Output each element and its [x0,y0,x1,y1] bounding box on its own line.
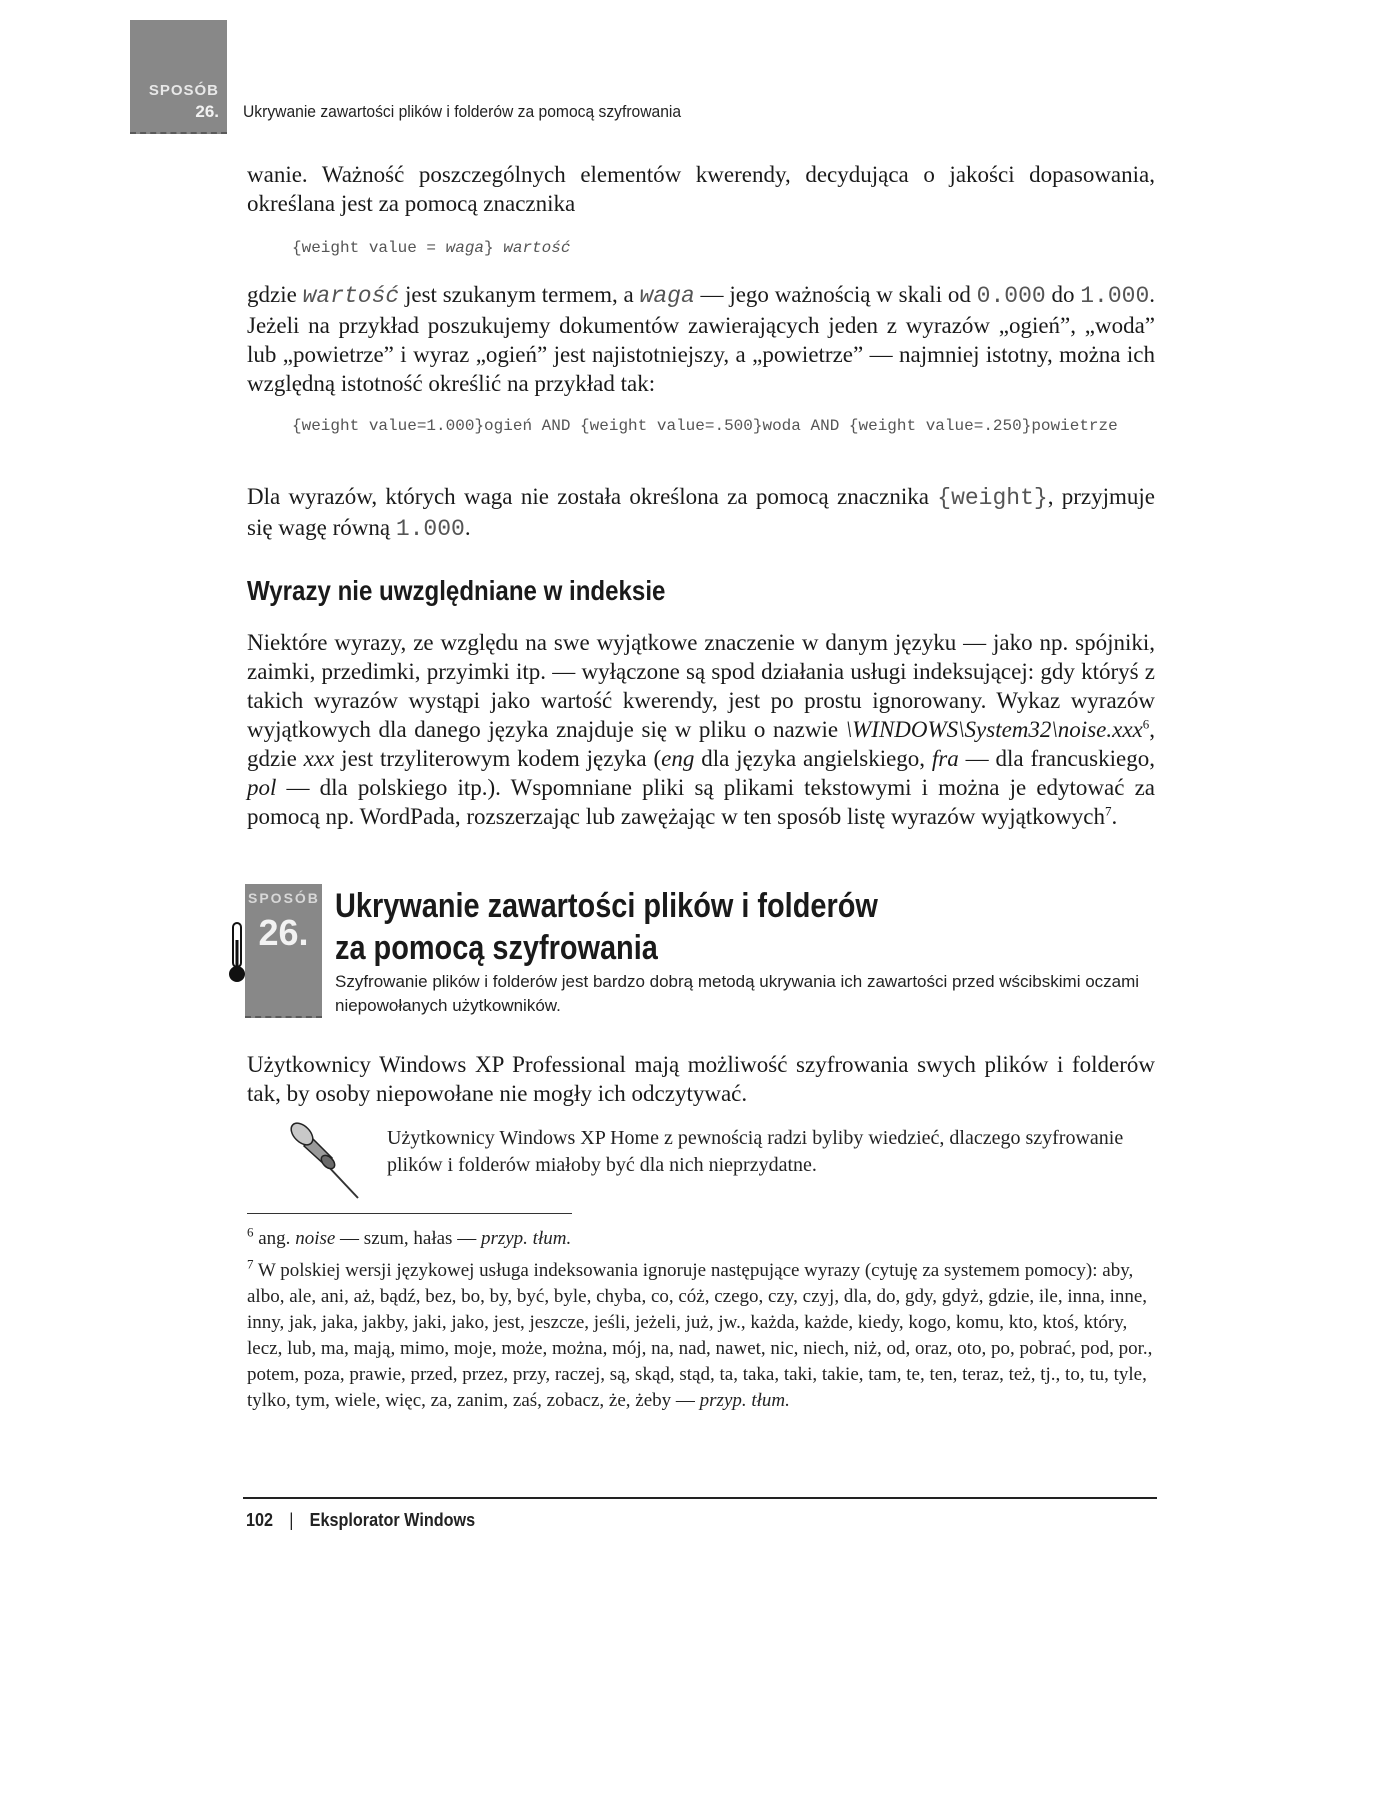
value-max: 1.000 [1080,283,1150,309]
note-text: Użytkownicy Windows XP Home z pewnością radzi byliby wiedzieć, dlaczego szyfrowanie plików i folderów miałoby być dla nich nieprzydatne. [387,1127,1124,1176]
paragraph-noise-words [247,628,1155,831]
text-run: . Jeżeli na przykład poszukujemy dokumentów zawierających jeden z wyrazów „ogień”, „woda” lub „powietrze” i wyraz „ogień” jest najistotniejszy, a „powietrze” — najmniej istotny, można ich względną istotność określić na przykład tak: [247,282,1155,396]
text-run: jest trzyliterowym kodem języka ( [334,746,662,771]
hack-box-label: SPOSÓB [248,890,320,906]
footnote-ref-7: 7 [1105,803,1112,819]
text-run: , przyjmuje się wagę równą [247,484,1156,540]
thermometer-icon [228,922,246,984]
book-title: Eksplorator Windows [309,1510,476,1530]
hack-title-line1: Ukrywanie zawartości plików i folderów [335,887,878,925]
code-mid: } [484,239,504,257]
hack-title-line2: za pomocą szyfrowania [335,929,658,967]
pushpin-icon [282,1120,364,1202]
text-run: gdzie [247,282,303,307]
text-run: do [1045,282,1081,307]
text-run: dla języka angielskiego, [694,746,932,771]
term-waga: waga [639,283,695,309]
text-run: W polskiej wersji językowej usługa indeksowania ignoruje następujące wyrazy (cytuję za systemem pomocy): aby, albo, ale, ani, aż, bądź, bez, bo, by, być, byle, chyba, co, cóż, czego, czy, czyj, dla, do, gdy, gdyż, gdzie, ile, inna, inne, inny, jak, jaka, jakby, jaki, jako, jest, jeszcze, jeśli, jeżeli, już, jw., każda, każde, kiedy, kogo, komu, kto, ktoś, który, lecz, lub, ma, mają, mimo, moje, może, można, mój, na, nad, nawet, nic, niech, niż, od, oraz, oto, po, pobrać, pod, por., potem, poza, prawie, przed, przez, przy, raczej, są, skąd, stąd, ta, taka, taki, takie, tam, te, ten, teraz, też, tj., to, tu, tyle, tylko, tym, wiele, więc, za, zanim, zaś, zobacz, że, żeby — [247,1260,1153,1411]
term-wartosc: wartość [302,283,400,309]
term-xxx: xxx [303,746,335,771]
running-header-title: Ukrywanie zawartości plików i folderów za pomocą szyfrowania [243,102,682,121]
text-run: , gdzie [247,717,1155,771]
footnote-7 [247,1258,1155,1414]
code-eng: eng [661,746,695,771]
paragraph-weight-intro: wanie. Ważność poszczególnych elementów kwerendy, decydująca o jakości dopasowania, określana jest za pomocą znacznika [247,162,1155,216]
value-min: 0.000 [976,283,1046,309]
text-run: ang. [253,1228,296,1249]
text-run: . [1111,804,1118,829]
text-run: — szum, hałas — [335,1228,481,1249]
code-pol: pol [247,775,277,800]
text-run: Niektóre wyrazy, ze względu na swe wyjątkowe znaczenie w danym języku — jako np. spójniki, zaimki, przedimki, przyimki itp. — wyłączone są spod działania usługi indeksującej: gdy któryś z takich wyrazów wystąpi jako wartość kwerendy, jest po prostu ignorowany. Wykaz wyrazów wyjątkowych dla danego języka znajduje się w pliku o nazwie [247,630,1155,742]
footnote-6-number: 6 [247,1224,254,1240]
text-run: Dla wyrazów, których waga nie została określona za pomocą znacznika [247,484,938,509]
footer-rule [243,1497,1157,1499]
text-run: — jego ważnością w skali od [694,282,977,307]
footnote-7-number: 7 [247,1256,254,1272]
hack-number-box [245,884,322,1018]
code-waga: waga [445,239,485,257]
translator-credit: przyp. tłum. [480,1228,572,1249]
chapter-tab-label: SPOSÓB [148,82,219,99]
code-weight-syntax [292,238,1132,259]
page-number: 102 [246,1510,274,1530]
translator-credit: przyp. tłum. [699,1390,790,1411]
page-footer [246,1510,475,1531]
hack-description: Szyfrowanie plików i folderów jest bardzo dobrą metodą ukrywania ich zawartości przed wścibskimi oczami niepowołanych użytkowników. [335,972,1140,1015]
text-run: . [464,515,471,540]
code-fra: fra [931,746,959,771]
footer-separator: | [289,1510,294,1530]
hack-box-number: 26. [258,912,309,953]
section-heading: Wyrazy nie uwzględniane w indeksie [247,575,666,606]
hack-title [335,885,878,969]
footnote-ref-6: 6 [1142,716,1150,732]
text-run: — dla polskiego itp.). Wspomniane pliki są plikami tekstowymi i można je edytować za pomocą np. WordPada, rozszerzając lub zawężając w ten sposób listę wyrazów wyjątkowych [247,775,1155,829]
paragraph-default-weight [247,482,1155,544]
default-value: 1.000 [395,516,465,542]
footnote-rule [247,1213,572,1214]
noise-file-path: \WINDOWS\System32\noise.xxx [845,717,1143,742]
chapter-tab-number: 26. [195,102,219,121]
chapter-tab [130,20,227,134]
code-weight-example: {weight value=1.000}ogień AND {weight value=.500}woda AND {weight value=.250}powietrze [292,417,1118,435]
code-wartosc: wartość [503,239,571,257]
text-run: jest szukanym termem, a [399,282,640,307]
paragraph-weight-explanation [247,280,1155,398]
weight-tag: {weight} [937,485,1048,511]
text-run: — dla francuskiego, [958,746,1155,771]
paragraph-encryption-intro: Użytkownicy Windows XP Professional mają możliwość szyfrowania swych plików i folderów tak, by osoby niepowołane nie mogły ich odczytywać. [247,1052,1155,1106]
footnote-6 [247,1226,1155,1252]
code-prefix: {weight value = [292,239,446,257]
term-noise: noise [295,1228,336,1249]
